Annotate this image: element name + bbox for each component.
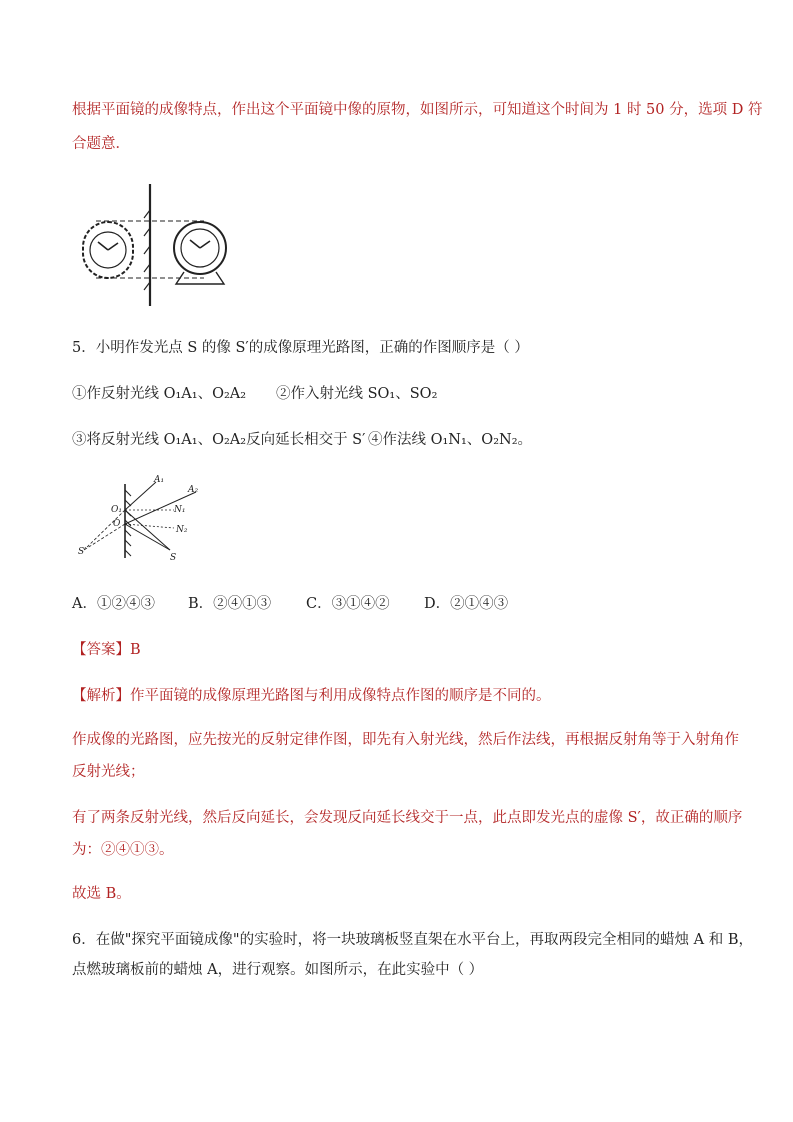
- q5-option-b: B．②④①③: [188, 596, 272, 612]
- q5-step-3: ③将反射光线 O₁A₁、O₂A₂反向延长相交于 S′: [72, 432, 366, 448]
- clock-mirror-figure: [76, 180, 236, 310]
- q5-answer: 【答案】B: [72, 642, 141, 658]
- q5-conclusion: 故选 B。: [72, 886, 131, 902]
- explanation-line-1: 根据平面镜的成像特点，作出这个平面镜中像的原物，如图所示，可知道这个时间为 1 时 50 分，选项 D 符: [72, 102, 763, 118]
- explanation-line-2: 合题意．: [72, 136, 130, 152]
- q5-option-a: A．①②④③: [72, 596, 155, 612]
- label-N2: N₂: [176, 525, 188, 535]
- q5-analysis-lead: 【解析】作平面镜的成像原理光路图与利用成像特点作图的顺序是不同的。: [72, 688, 551, 704]
- q5-analysis-p3-line-2: 为：②④①③。: [72, 842, 174, 858]
- q5-step-1: ①作反射光线 O₁A₁、O₂A₂: [72, 386, 247, 402]
- ray-diagram-figure: [76, 472, 216, 564]
- label-O2: O: [113, 519, 121, 529]
- label-N1: N₁: [174, 505, 186, 515]
- q5-analysis-p2-line-2: 反射光线；: [72, 764, 145, 780]
- q5-step-4: ④作法线 O₁N₁、O₂N₂。: [368, 432, 533, 448]
- label-A1: A₁: [154, 475, 165, 485]
- label-S: S: [170, 553, 177, 563]
- q5-stem: 5．小明作发光点 S 的像 S′的成像原理光路图，正确的作图顺序是（ ）: [72, 340, 529, 356]
- q6-line-2: 点燃玻璃板前的蜡烛 A，进行观察。如图所示，在此实验中（ ）: [72, 962, 484, 978]
- q5-step-2: ②作入射光线 SO₁、SO₂: [276, 386, 438, 402]
- q5-analysis-p2-line-1: 作成像的光路图，应先按光的反射定律作图，即先有入射光线，然后作法线，再根据反射角等于入射角作: [72, 732, 739, 748]
- q5-analysis-p3-line-1: 有了两条反射光线，然后反向延长，会发现反向延长线交于一点，此点即发光点的虚像 S′，故正确的顺序: [72, 810, 743, 826]
- label-A2: A₂: [188, 485, 199, 495]
- q5-option-d: D．②①④③: [424, 596, 509, 612]
- label-S-prime: S′: [78, 547, 87, 557]
- q6-line-1: 6．在做"探究平面镜成像"的实验时，将一块玻璃板竖直架在水平台上，再取两段完全相同的蜡烛 A 和 B，: [72, 932, 754, 948]
- q5-option-c: C．③①④②: [306, 596, 390, 612]
- label-O1: O₁: [111, 505, 122, 515]
